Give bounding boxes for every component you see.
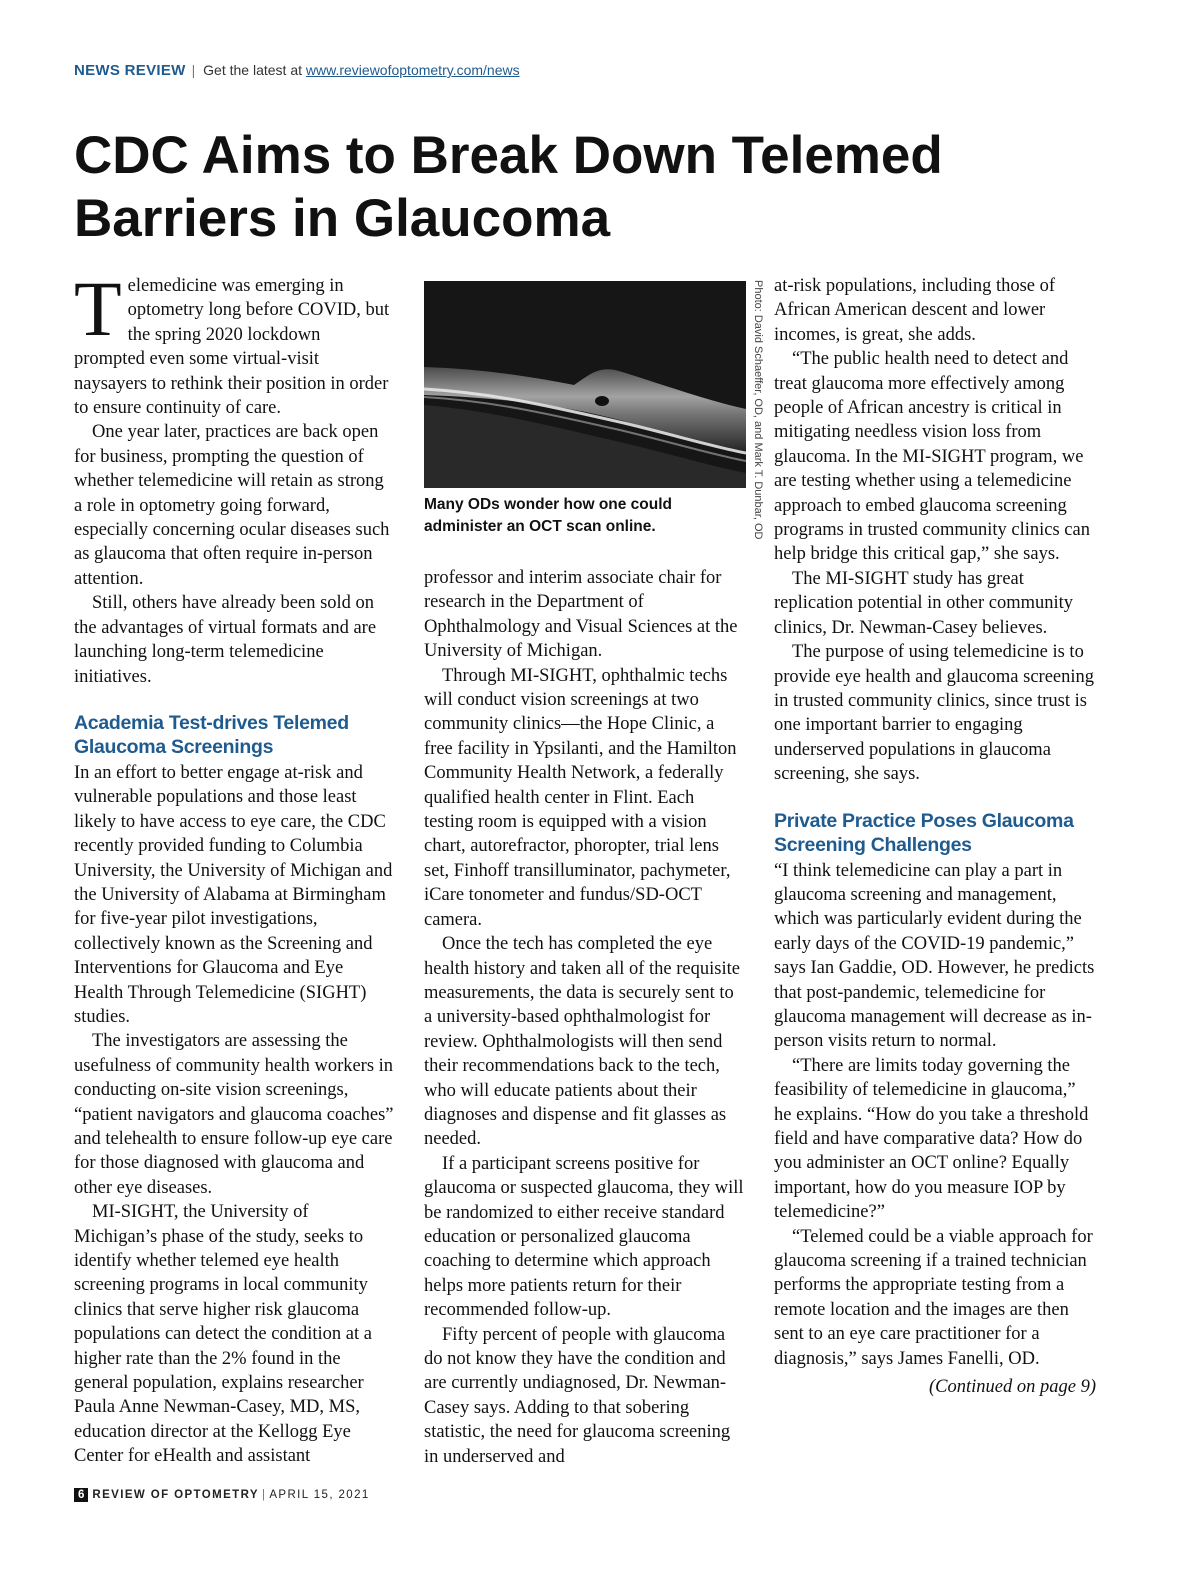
paragraph: “Telemed could be a viable approach for glaucoma screening if a trained technician performs the appropriate testing from a remote location and the images are then sent to an eye care practitioner for a diagnosis,” says James Fanelli, OD.	[774, 1226, 1093, 1369]
magazine-name: REVIEW OF OPTOMETRY	[92, 1489, 259, 1501]
intro-text: elemedicine was emerging in optometry long before COVID, but the spring 2020 lockdown prompted even some virtual-visit naysayers to rethink their position in order to ensure continuity of care.	[74, 276, 390, 419]
paragraph: “I think telemedicine can play a part in glaucoma screening and management, which was particularly evident during the early days of the COVID-19 pandemic,” says Ian Gaddie, OD. However, he predicts that post-pandemic, telemedicine for glaucoma management will decrease as in-person visits return to normal.	[774, 860, 1095, 1052]
paragraph: Once the tech has completed the eye health history and taken all of the requisite measurements, the data is securely sent to a university-based ophthalmologist for review. Ophthalmologists will then send their recommendations back to the tech, who will educate patients about their diagnoses and dispense and fit glasses as needed.	[424, 934, 740, 1150]
header-separator: |	[191, 62, 196, 78]
paragraph: The investigators are assessing the usefulness of community health workers in conducting on-site vision screenings, “patient navigators and glaucoma coaches” and telehealth to ensure follow-up eye care for those diagnosed with glaucoma and other eye diseases.	[74, 1031, 394, 1198]
page-number: 6	[74, 1488, 88, 1502]
photo-caption: Many ODs wonder how one could administer an OCT scan online.	[424, 496, 673, 535]
article-title: CDC Aims to Break Down Telemed Barriers in Glaucoma	[74, 126, 943, 248]
footer-separator: |	[261, 1489, 267, 1501]
paragraph: One year later, practices are back open for business, prompting the question of whether telemedicine will retain as strong a role in optometry going forward, especially concerning ocular diseases such as glaucoma that often require in-person attention.	[74, 422, 390, 589]
paragraph: The purpose of using telemedicine is to provide eye health and glaucoma screening in trusted community clinics, since trust is one important barrier to engaging underserved populations in glaucoma screening, she says.	[774, 642, 1095, 785]
page-footer	[74, 1488, 370, 1502]
header-tagline: Get the latest at	[203, 62, 303, 78]
column-3	[774, 274, 1096, 1399]
oct-scan-image	[424, 281, 746, 488]
continued-note[interactable]: (Continued on page 9)	[929, 1377, 1096, 1398]
paragraph: In an effort to better engage at-risk and vulnerable populations and those least likely to have access to eye care, the CDC recently provided funding to Columbia University, the University of Michigan and the University of Alabama at Birmingham for five-year pilot investigations, collectively known as the Screening and Interventions for Glaucoma and Eye Health Through Telemedicine (SIGHT) studies.	[74, 762, 393, 1027]
paragraph: Through MI-SIGHT, ophthalmic techs will conduct vision screenings at two community clinics—the Hope Clinic, a free facility in Ypsilanti, and the Hamilton Community Health Network, a federally qualified health center in Flint. Each testing room is equipped with a vision chart, autorefractor, phoropter, trial lens set, Finhoff transilluminator, pachymeter, iCare tonometer and fundus/SD-OCT camera.	[424, 665, 737, 930]
paragraph: Still, others have already been sold on the advantages of virtual formats and are launching long-term telemedicine initiatives.	[74, 593, 377, 687]
paragraph: The MI-SIGHT study has great replication potential in other community clinics, Dr. Newman-Casey believes.	[774, 568, 1074, 638]
column-2	[424, 566, 746, 1469]
paragraph: If a participant screens positive for glaucoma or suspected glaucoma, they will be randomized to either receive standard education or personalized glaucoma coaching to determine which approach helps more patients return for their recommended follow-up.	[424, 1153, 744, 1321]
page-header	[74, 62, 520, 79]
section-heading: Private Practice Poses Glaucoma Screening Challenges	[774, 809, 1074, 856]
issue-date: APRIL 15, 2021	[269, 1489, 370, 1501]
intro-paragraph	[74, 265, 394, 420]
paragraph: professor and interim associate chair for research in the Department of Ophthalmology and Visual Sciences at the University of Michigan.	[424, 568, 738, 662]
column-1	[74, 265, 394, 1469]
paragraph: Fifty percent of people with glaucoma do not know they have the condition and are currently undiagnosed, Dr. Newman-Casey says. Adding to that sobering statistic, the need for glaucoma screening in underserved and	[424, 1324, 731, 1467]
paragraph: “The public health need to detect and treat glaucoma more effectively among people of African ancestry is critical in mitigating needless vision loss from glaucoma. In the MI-SIGHT program, we are testing whether using a telemedicine approach to embed glaucoma screening programs in trusted community clinics can help bridge this critical gap,” she says.	[774, 349, 1090, 565]
paragraph: at-risk populations, including those of African American descent and lower incomes, is great, she adds.	[774, 276, 1056, 345]
photo-credit: Photo: David Schaeffer, OD, and Mark T. Dunbar, OD	[752, 280, 764, 540]
section-label: NEWS REVIEW	[74, 62, 186, 79]
paragraph: MI-SIGHT, the University of Michigan’s phase of the study, seeks to identify whether telemed eye health screening programs in local community clinics that serve higher risk glaucoma populations can detect the condition at a higher rate than the 2% found in the general population, explains researcher Paula Anne Newman-Casey, MD, MS, education director at the Kellogg Eye Center for eHealth and assistant	[74, 1202, 372, 1467]
section-heading: Academia Test-drives Telemed Glaucoma Screenings	[74, 711, 349, 758]
news-link[interactable]: www.reviewofoptometry.com/news	[305, 62, 520, 78]
paragraph: “There are limits today governing the feasibility of telemedicine in glaucoma,” he explains. “How do you take a threshold field and have comparative data? How do you administer an OCT online? Equally important, how do you measure IOP by telemedicine?”	[774, 1055, 1089, 1223]
drop-cap: T	[74, 265, 122, 352]
